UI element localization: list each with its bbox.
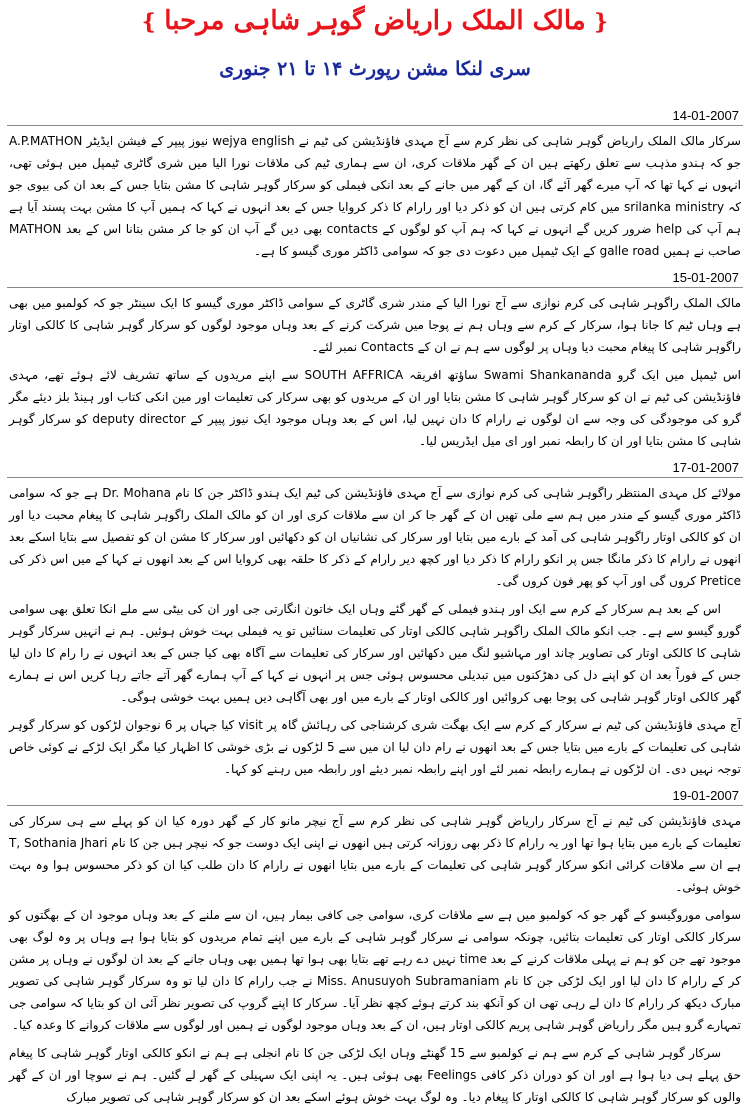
- section-paragraph: اس ٹیمپل میں ایک گرو Swami Shankananda ساؤتھ افریقہ SOUTH AFFRICA سے اپنے مریدوں کے ساتھ تشریف لائے ہوئے تھے، مہدی فاؤنڈیشن کی ٹیم نے ان کو سرکار گوہر شاہی کا مشن بتایا اور ان کے مریدوں کو بھی سرکار کی تعلیمات اور مین انکی کتاب اور ہینڈ بلز دیئے مگر گرو کی موجودگی کی وجہ سے ان لوگوں نے رارام کا دان نہیں لیا، اس کے بعد وہاں موجود ایک نیوز پیپر کے deputy director کو سرکار گوہر شاہی کا مشن بتایا اور ان کا رابطہ نمبر اور ای میل ایڈریس لیا۔: [9, 368, 742, 448]
- section-paragraph: اس کے بعد ہم سرکار کے کرم سے ایک اور ہندو فیملی کے گھر گئے وہاں ایک خاتون انگارتی جی اور ان کی بیٹی سے ملے انکا تعلق بھی سوامی گورو گیسو سے ہے۔ جب انکو مالک الملک راگوہر شاہی کالکی اوتار کی تعلیمات سنائیں تو یہ فیملی بہت خوش ہوئیں۔ ہم نے انہیں سرکار گوہر شاہی کا کالکی اوتار کی تصاویر چاند اور مہاشیو لنگ میں دکھائیں اور سرکار کی تعلیمات سے آگاہ بھی کیا جس کے بعد انہوں نے را رام کا دان لیا جس کے فوراً بعد ان کو اپنے دل کی دھڑکنوں میں تبدیلی محسوس ہوئی جس پر انہوں نے کہا کے آپ ہمارے گھر آتے جاتے رہا کریں اس نے ہمارے گھر کالکی اوتار گوہر شاہی کی پوجا بھی کروائیں اور کالکی اوتار کے بارے میں اور بھی آگاہی دیں ہمیں بہت خوشی ہوگی۔: [9, 602, 741, 704]
- report-body: [7, 100, 743, 1104]
- ornament-left-icon: ❴: [139, 10, 159, 35]
- section-paragraph: آج مہدی فاؤنڈیشن کی ٹیم نے سرکار کے کرم سے ایک بھگت شری کرشناجی کی رہائش گاہ پر visit کیا جہاں پر 6 نوجوان لڑکوں کو سرکار گوہر شاہی کی تعلیمات کے بارے میں بتایا جس کے بعد انھوں نے رام دان لیا ان میں سے 5 لڑکوں نے بڑی خوشی کا اظہار کیا مگر ایک لڑکے نے کوئی خاص توجہ نہیں دی۔ ان لڑکوں نے ہمارے رابطہ نمبر لئے اور اپنے رابطہ نمبر دیئے اور رابطہ میں رہنے کو کہا۔: [9, 718, 741, 776]
- section-paragraph: سرکار گوہر شاہی کے کرم سے ہم نے کولمبو سے 15 گھنٹے وہاں ایک لڑکی جن کا نام انجلی ہے ہم نے انکو کالکی اوتار گوہر شاہی کا پیغام حق پہلے ہی دیا ہوا ہے اور ان کو دوران ذکر کافی Feelings بھی ہوئی ہیں۔ یہ اپنی ایک سہیلی کے گھر لے گئیں۔ ہم نے سوچا اور ان کے گھر والوں کو سرکار گوہر شاہی کا کالکی اوتار کا پیغام دیا۔ وہ لوگ بہت خوش ہوئے اسکے بعد ان کو سرکار گوہر شاہی کی تصویر مبارک: [9, 1046, 741, 1104]
- title-bar: [0, 6, 750, 36]
- subtitle-bar: [0, 58, 750, 80]
- section-paragraph: سرکار مالک الملک راریاض گوہر شاہی کی نظر کرم سے آج مہدی فاؤنڈیشن کی ٹیم نے wejya english نیوز پیپر کے فیشن ایڈیٹر A.P.MATHON جو کہ ہندو مذہب سے تعلق رکھتے ہیں ان کے گھر ملاقات کری، ان سے ہماری ٹیم کی ملاقات نورا الیا میں شری گاٹری ٹیمپل میں ہوئی تھی، انہوں نے کہا تھا کہ آپ میرے گھر آئے گا، ان کے گھر میں جانے کے بعد انکی فیملی کو سرکار گوہر شاہی کا مشن بتایا جس کے بعد ان کی بیوی جو کہ srilanka ministry میں کام کرتی ہیں ان کو ذکر دیا اور رارام کا ذکر کروایا جس کے بعد انہوں نے کہا کہ ہمیں آپ کا مشن بہت پسند آیا ہے ہم آپ کی help ضرور کریں گے انہوں نے کہا کہ ہم آپ کو لوگوں کے contacts بھی دیں گے آپ ان کو جا کر مشن بتانا اس کے بعد MATHON صاحب نے ہمیں galle road کے ایک ٹیمپل میں دعوت دی جو کہ سوامی ڈاکٹر موری گیسو کا ہے۔: [9, 134, 741, 258]
- section-date: 15-01-2007: [672, 270, 739, 285]
- report-section: [7, 270, 743, 452]
- section-divider: [7, 287, 743, 288]
- section-date: 19-01-2007: [672, 788, 739, 803]
- ornament-right-icon: ❵: [591, 10, 611, 35]
- section-paragraph: سوامی موروگیسو کے گھر جو کہ کولمبو میں ہے سے ملاقات کری، سوامی جی کافی بیمار ہیں، ان سے ملنے کے بعد وہاں موجود ان کے بھگتوں کو سرکار کالکی اوتار کی تعلیمات بتائیں، چونکہ سوامی نے سرکار گوہر شاہی کے بارے میں اپنے تمام مریدوں کو بتایا ہوا ہے وہاں پر وہ لوگ بھی موجود تھے جن کو ہم نے پہلی ملاقات کرنے کے بعد time نہیں دے رہے تھے بتایا بھی ہوا تھا ہمیں بھی وہاں جانے کے بعد ان لوگوں نے وہاں پر مشن کر کے رارام کا دان لیا اور ایک لڑکی جن کا نام Miss. Anusuyoh Subramaniam نے جب رارام کا دان لیا تو وہ سرکار گوہر شاہی کی تصویر مبارک دیکھ کر رارام کا دان لے رہی تھی ان کو آنکھ بند کرتے ہوئے کچھ نظر آیا۔ سرکار کا اپنے گروپ کی تصویر نظر آئی ان کو بتایا کہ سوامی جی تمہارے گرو ہیں مگر راریاض گوہر شاہی پریم کالکی اوتار ہیں، ان کے بعد وہاں موجود لوگوں نے ہمیں اور لوگوں سے ملاقات کروانے کا وعدہ کیا۔: [9, 908, 741, 1032]
- report-section: [7, 460, 743, 780]
- section-paragraph: مولائے کل مہدی المنتظر راگوہر شاہی کی کرم نوازی سے آج مہدی فاؤنڈیشن کی ٹیم ایک ہندو ڈاکٹر جن کا نام Dr. Mohana ہے جو کہ سوامی ڈاکٹر موری گیسو کے مندر میں ہم سے ملی تھیں ان کے گھر جا کر ان سے ملاقات کری اور ان کو مالک الملک راگوہر شاہی کا پیغام محبت دیا اور ان کو کالکی اوتار راگوہر شاہی کی آمد کے بارے میں بتایا اور سرکار کی نشانیاں ان کو دکھائیں اور سرکار کا مشن ان کو تفصیل سے بتایا اسکے بعد انھوں نے رارام کا ذکر مانگا جس پر انکو رارام کا ذکر دیا اور کچھ دیر رارام کے ذکر کا حلقہ بھی کروایا اس کے بعد انھوں نے کہا کے میں اس ذکر کی Pretice کروں گی اور آپ کو پھر فون کروں گی۔: [9, 486, 741, 588]
- section-date: 14-01-2007: [672, 108, 739, 123]
- page-subtitle: سری لنکا مشن رپورٹ ۱۴ تا ۲۱ جنوری: [219, 58, 531, 80]
- report-section: [7, 108, 743, 262]
- section-divider: [7, 125, 743, 126]
- section-paragraph: مالک الملک راگوہر شاہی کی کرم نوازی سے آج نورا الیا کے مندر شری گاٹری کے سوامی ڈاکٹر موری گیسو کا ایک سینٹر جو کہ کولمبو میں بھی ہے وہاں ٹیم کا جانا ہوا، سرکار کے کرم سے وہاں ہم نے پوجا میں شرکت کرنے کے بعد وہاں موجود لوگوں کو سرکار گوہر شاہی کا کالکی اوتار راگوہر شاہی کا پیغام محبت دیا وہاں پر لوگوں سے ہم نے ان کے Contacts نمبر لئے۔: [9, 296, 741, 354]
- page-title: مالک الملک راریاض گوہر شاہی مرحبا: [164, 6, 586, 36]
- section-date: 17-01-2007: [672, 460, 739, 475]
- section-divider: [7, 805, 743, 806]
- report-section: [7, 788, 743, 1108]
- section-divider: [7, 477, 743, 478]
- section-paragraph: مہدی فاؤنڈیشن کی ٹیم نے آج سرکار راریاض گوہر شاہی کی نظر کرم سے آج نیچر مانو کار کے گھر دورہ کیا ان کو پہلے سے ہی سرکار کی تعلیمات کے بارے میں بتایا ہوا تھا اور یہ رارام کا ذکر بھی روزانہ کرتی ہیں انھوں نے اپنی ایک دوست جو کہ نیچر ہیں جن کا نام T, Sothania Jhari ہے ان سے ملاقات کرائی انکو سرکار گوہر شاہی کی تعلیمات کے بارے میں بتایا انھوں نے رارام کا دان طلب کیا ان کو ذکر محسوس ہوا وہ بہت خوش ہوئی۔: [9, 814, 741, 894]
